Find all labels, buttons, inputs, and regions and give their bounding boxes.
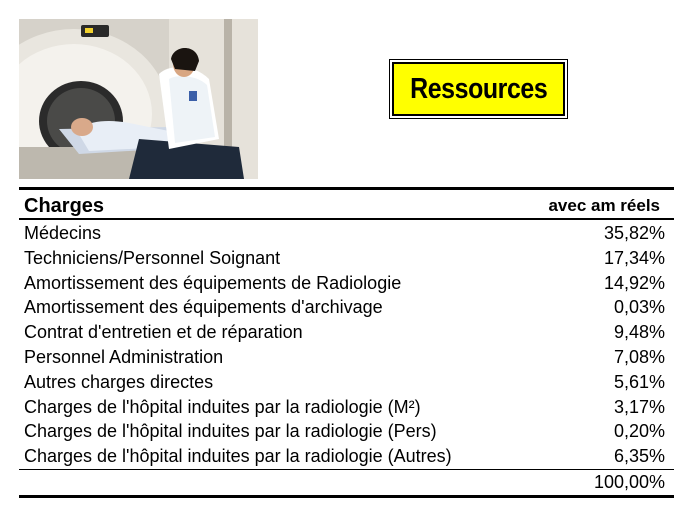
row-value: 7,08% bbox=[613, 346, 665, 367]
table-row bbox=[19, 419, 674, 444]
row-value: 5,61% bbox=[613, 371, 665, 392]
table-row bbox=[19, 271, 674, 296]
row-value: 9,48% bbox=[613, 322, 665, 343]
header-value: avec am réels bbox=[548, 196, 660, 215]
table-row bbox=[19, 295, 674, 320]
row-label: Charges de l'hôpital induites par la radiologie (Pers) bbox=[24, 421, 437, 442]
row-value: 14,92% bbox=[603, 272, 665, 293]
total-row bbox=[19, 469, 674, 495]
row-label: Techniciens/Personnel Soignant bbox=[24, 247, 281, 268]
row-value: 17,34% bbox=[603, 247, 665, 268]
row-label: Médecins bbox=[24, 223, 102, 243]
ct-scanner-photo bbox=[19, 19, 258, 179]
title-badge bbox=[392, 62, 565, 116]
row-label: Amortissement des équipements d'archivage bbox=[24, 297, 383, 318]
row-label: Autres charges directes bbox=[24, 371, 214, 392]
row-value: 0,20% bbox=[613, 421, 665, 442]
row-label: Contrat d'entretien et de réparation bbox=[24, 322, 303, 343]
page-title: Ressources bbox=[409, 72, 548, 105]
table-row bbox=[19, 246, 674, 271]
row-label: Personnel Administration bbox=[24, 346, 224, 367]
row-value: 0,03% bbox=[613, 297, 665, 318]
charges-table bbox=[19, 187, 674, 498]
table-header bbox=[19, 190, 674, 220]
total-value: 100,00% bbox=[593, 471, 665, 492]
row-value: 3,17% bbox=[613, 396, 665, 417]
row-label: Amortissement des équipements de Radiologie bbox=[24, 272, 402, 293]
table-row bbox=[19, 444, 674, 469]
table-row bbox=[19, 221, 674, 246]
table-row bbox=[19, 395, 674, 420]
table-row bbox=[19, 370, 674, 395]
header-charges: Charges bbox=[24, 195, 105, 217]
table-row bbox=[19, 320, 674, 345]
table-body bbox=[19, 220, 674, 469]
row-label: Charges de l'hôpital induites par la radiologie (M²) bbox=[24, 396, 421, 417]
table-row bbox=[19, 345, 674, 370]
row-value: 35,82% bbox=[603, 223, 665, 243]
row-value: 6,35% bbox=[613, 446, 665, 467]
row-label: Charges de l'hôpital induites par la radiologie (Autres) bbox=[24, 446, 452, 467]
